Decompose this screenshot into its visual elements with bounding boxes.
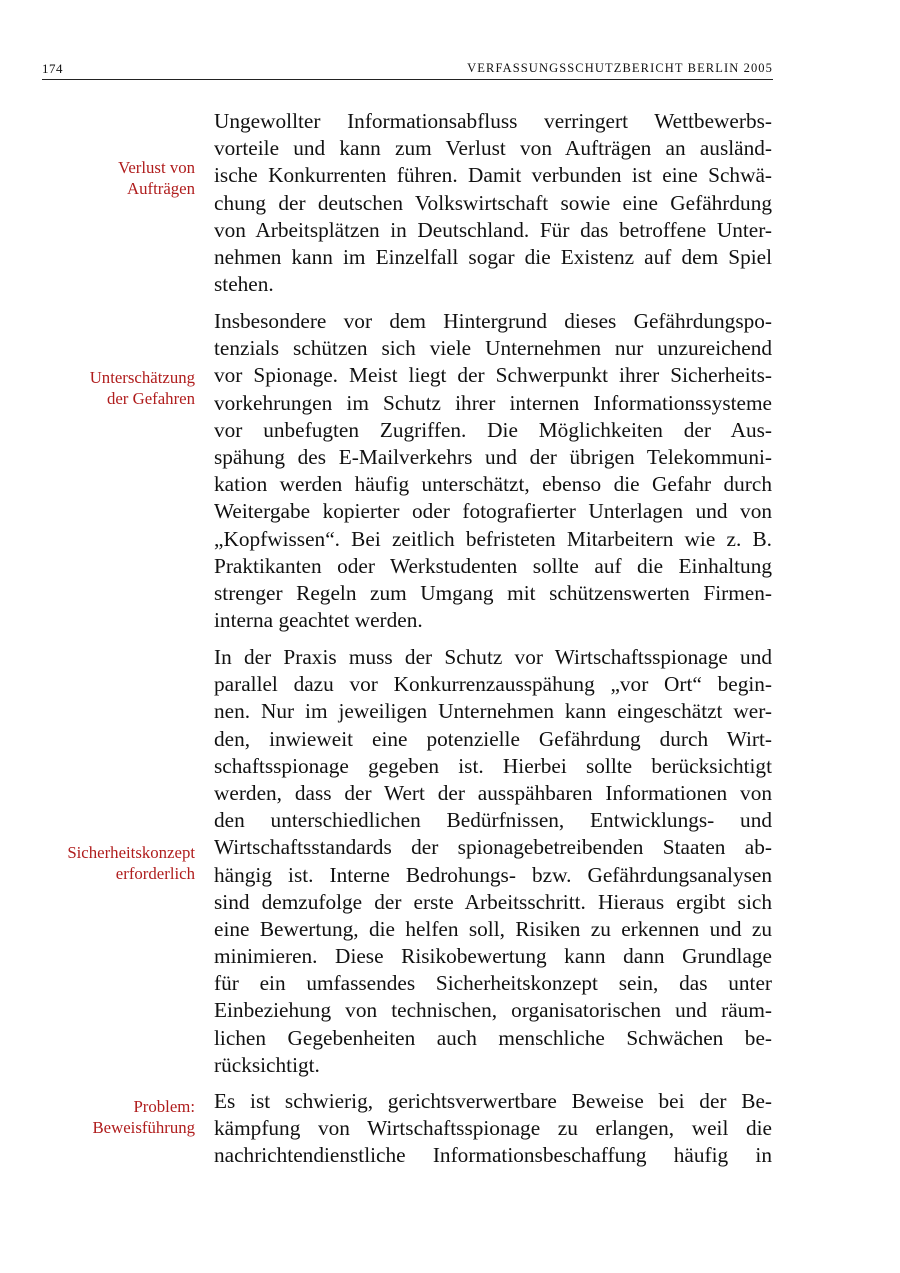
margin-note-sicherheitskonzept: [25, 842, 195, 884]
text-line: lichen Gegebenheiten auch menschliche Schwächen be-: [214, 1025, 772, 1050]
text-line: chung der deutschen Volkswirtschaft sowie eine Gefährdung: [214, 190, 772, 215]
text-line: nen. Nur im jeweiligen Unternehmen kann eingeschätzt wer-: [214, 699, 772, 724]
text-line: spähung des E-Mailverkehrs und der übrigen Telekommuni-: [214, 444, 772, 469]
text-line: kämpfung von Wirtschaftsspionage zu erlangen, weil die: [214, 1116, 772, 1141]
margin-note-line: Beweisführung: [92, 1118, 195, 1137]
paragraph-sicherheitskonzept: [214, 644, 772, 1079]
margin-note-verlust: [25, 157, 195, 199]
paragraph-unterschaetzung: [214, 308, 772, 634]
text-line: minimieren. Diese Risikobewertung kann dann Grundlage: [214, 944, 772, 969]
text-line: tenzials schützen sich viele Unternehmen nur unzureichend: [214, 336, 772, 361]
margin-note-line: Sicherheitskonzept: [67, 843, 195, 862]
text-line: vorteile und kann zum Verlust von Aufträgen an ausländ-: [214, 136, 772, 161]
text-line: werden, dass der Wert der ausspähbaren Informationen von: [214, 780, 772, 805]
text-line: ische Konkurrenten führen. Damit verbunden ist eine Schwä-: [214, 163, 772, 188]
margin-note-unterschaetzung: [25, 367, 195, 409]
text-line: den unterschiedlichen Bedürfnissen, Entwicklungs- und: [214, 808, 772, 833]
text-line: Es ist schwierig, gerichtsverwertbare Beweise bei der Be-: [214, 1089, 772, 1113]
text-line: von Arbeitsplätzen in Deutschland. Für das betroffene Unter-: [214, 217, 772, 242]
running-header: [42, 61, 773, 80]
margin-note-line: Problem:: [133, 1097, 195, 1116]
margin-note-line: erforderlich: [115, 864, 195, 883]
paragraph-verlust: [214, 108, 772, 298]
text-line: Praktikanten oder Werkstudenten sollte auf die Einhaltung: [214, 553, 772, 578]
text-line: interna geachtet werden.: [214, 608, 423, 633]
text-line: eine Bewertung, die helfen soll, Risiken zu erkennen und zu: [214, 916, 772, 941]
text-line: vor unbefugten Zugriffen. Die Möglichkeiten der Aus-: [214, 417, 772, 442]
margin-note-line: Verlust von: [118, 158, 195, 177]
text-line: schaftsspionage gegeben ist. Hierbei sollte berücksichtigt: [214, 753, 772, 778]
text-line: Wirtschaftsstandards der spionagebetreibenden Staaten ab-: [214, 835, 772, 860]
margin-note-line: der Gefahren: [106, 389, 195, 408]
text-line: parallel dazu vor Konkurrenzausspähung „vor Ort“ begin-: [214, 672, 772, 697]
text-line: nachrichtendienstliche Informationsbeschaffung häufig in: [214, 1143, 772, 1168]
text-line: strenger Regeln zum Umgang mit schützenswerten Firmen-: [214, 580, 772, 605]
text-line: Weitergabe kopierter oder fotografierter Unterlagen und von: [214, 499, 772, 524]
text-line: für ein umfassendes Sicherheitskonzept sein, das unter: [214, 971, 772, 996]
margin-note-line: Aufträgen: [126, 179, 195, 198]
page-number: 174: [42, 61, 63, 76]
text-line: vorkehrungen im Schutz ihrer internen Informationssysteme: [214, 390, 772, 415]
text-line: Insbesondere vor dem Hintergrund dieses Gefährdungspo-: [214, 309, 772, 333]
text-line: Ungewollter Informationsabfluss verringert Wettbewerbs-: [214, 109, 772, 133]
paragraph-beweisfuehrung: [214, 1088, 772, 1170]
text-line: den, inwieweit eine potenzielle Gefährdung durch Wirt-: [214, 726, 772, 751]
running-title: VERFASSUNGSSCHUTZBERICHT BERLIN 2005: [467, 61, 773, 75]
margin-note-line: Unterschätzung: [89, 368, 195, 387]
text-line: nehmen kann im Einzelfall sogar die Existenz auf dem Spiel: [214, 244, 772, 269]
text-line: kation werden häufig unterschätzt, ebenso die Gefahr durch: [214, 472, 772, 497]
text-line: Einbeziehung von technischen, organisatorischen und räum-: [214, 998, 772, 1023]
text-line: hängig ist. Interne Bedrohungs- bzw. Gefährdungsanalysen: [214, 862, 772, 887]
text-line: vor Spionage. Meist liegt der Schwerpunkt ihrer Sicherheits-: [214, 363, 772, 388]
margin-note-beweisfuehrung: [25, 1096, 195, 1138]
text-line: In der Praxis muss der Schutz vor Wirtschaftsspionage und: [214, 645, 772, 669]
text-line: rücksichtigt.: [214, 1052, 320, 1077]
text-line: sind demzufolge der erste Arbeitsschritt. Hieraus ergibt sich: [214, 889, 772, 914]
text-line: „Kopfwissen“. Bei zeitlich befristeten Mitarbeitern wie z. B.: [214, 526, 772, 551]
text-line: stehen.: [214, 272, 274, 297]
